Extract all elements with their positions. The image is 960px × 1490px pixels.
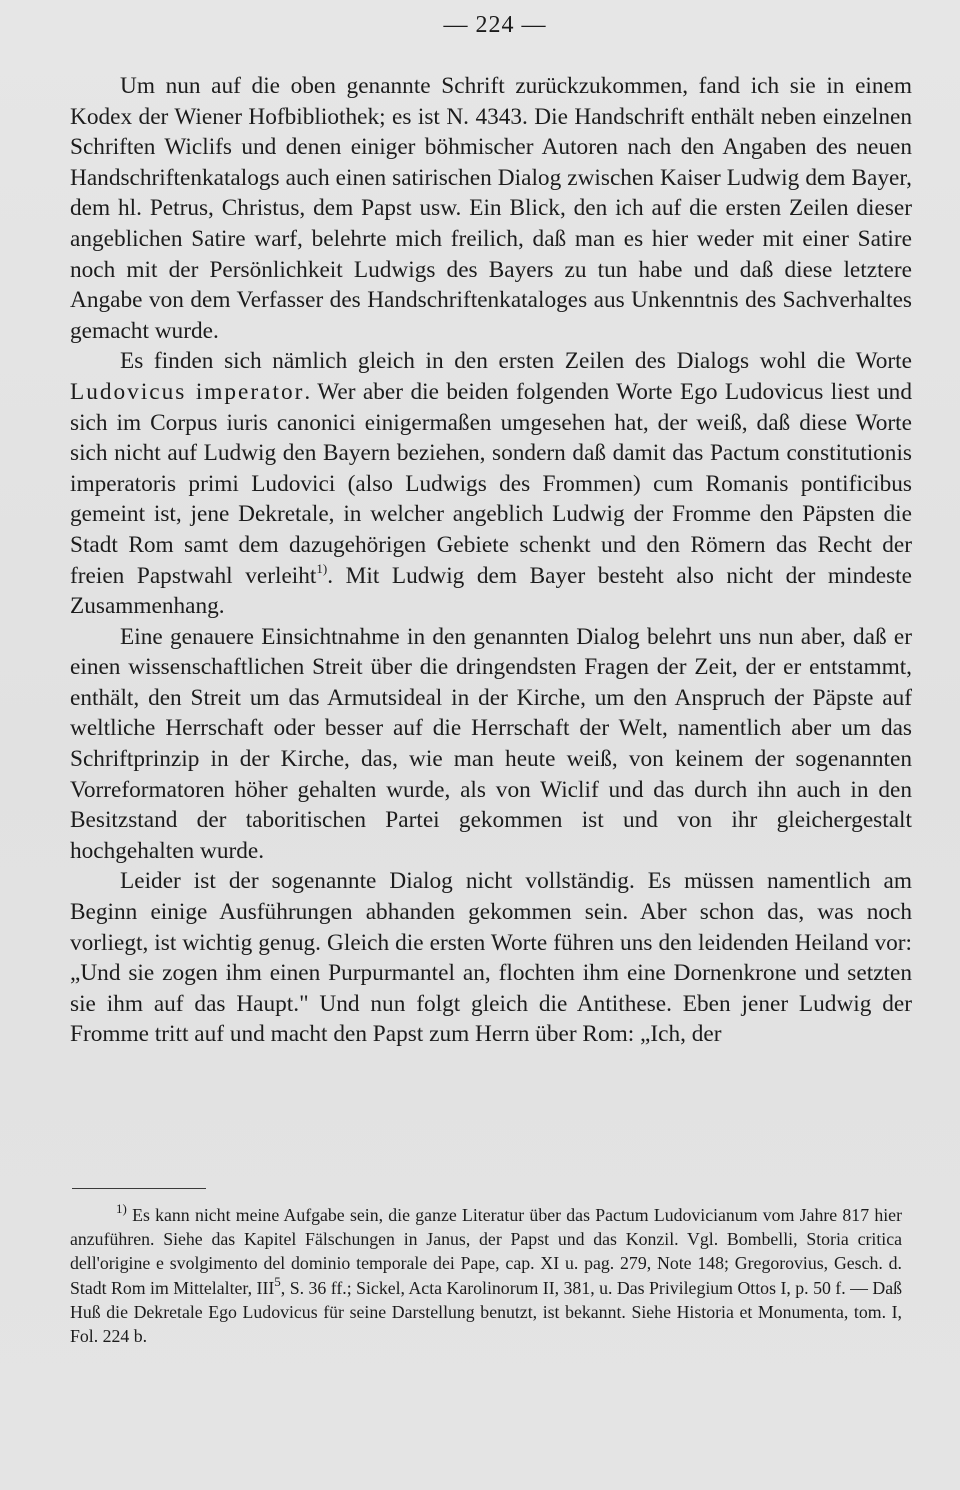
footnote — [70, 1203, 902, 1348]
footnote-text: Es kann nicht meine Aufgabe sein, die ganze Literatur über das Pactum Ludovicianum vom Jahre 817 hier anzuführen. Siehe das Kapitel Fälschungen in Janus, der Papst und das Konzil. Vgl. Bombelli, Storia critica dell'origine e svolgimento del dominio temporale dei Pape, cap. XI u. pag. 279, Note 148; Gregorovius, Gesch. d. Stadt Rom im Mittelalter, III — [70, 1205, 902, 1298]
paragraph-2 — [70, 346, 912, 621]
main-text — [70, 71, 912, 1050]
footnote-reference: 1) — [316, 560, 328, 576]
paragraph-text: Es finden sich nämlich gleich in den ersten Zeilen des Dialogs wohl die Worte — [120, 348, 912, 375]
paragraph-text: . Mit Ludwig dem Bayer besteht also nicht der mindeste Zusammenhang. — [70, 562, 912, 620]
footnote-superscript: 5 — [274, 1273, 281, 1289]
paragraph-3 — [70, 622, 912, 867]
paragraph-text: Eine genauere Einsichtnahme in den genannten Dialog belehrt uns nun aber, daß er einen wissenschaftlichen Streit über die dringendsten Fragen der Zeit, der er entstammt, enthält, den Streit um das Armutsideal in der Kirche, um den Anspruch der Päpste auf weltliche Herrschaft oder besser auf die Herrschaft der Welt, namentlich aber um das Schriftprinzip in der Kirche, das, wie man heute weiß, von keinem der sogenannten Vorreformatoren höher gehalten wurde, als von Wiclif und das durch ihn auch in den Besitzstand der taboritischen Partei gekommen ist und von ihr gleichergestalt hochgehalten wurde. — [70, 623, 912, 864]
footnote-marker: 1) — [116, 1201, 127, 1217]
spaced-emphasis-text: Ludovicus imperator — [70, 378, 305, 405]
paragraph-text: Leider ist der sogenannte Dialog nicht vollständig. Es müssen namentlich am Beginn einige Ausführungen abhanden gekommen sein. Aber schon das, was noch vorliegt, ist wichtig genug. Gleich die ersten Worte führen uns den leidenden Heiland vor: „Und sie zogen ihm einen Purpurmantel an, flochten ihm eine Dornenkrone und setzten sie ihm auf das Haupt." Und nun folgt gleich die Antithese. Eben jener Ludwig der Fromme tritt auf und macht den Papst zum Herrn über Rom: „Ich, der — [70, 868, 912, 1048]
paragraph-text: Um nun auf die oben genannte Schrift zurückzukommen, fand ich sie in einem Kodex der Wiener Hofbibliothek; es ist N. 4343. Die Handschrift enthält neben einzelnen Schriften Wiclifs und denen einiger böhmischer Autoren nach den Angaben des neuen Handschriftenkatalogs auch einen satirischen Dialog zwischen Kaiser Ludwig dem Bayer, dem hl. Petrus, Christus, dem Papst usw. Ein Blick, den ich auf die ersten Zeilen dieser angeblichen Satire warf, belehrte mich freilich, daß man es hier weder mit einer Satire noch mit der Persönlichkeit Ludwigs des Bayers zu tun habe und daß diese letztere Angabe von dem Verfasser des Handschriftenkataloges aus Unkenntnis des Sachverhaltes gemacht wurde. — [70, 73, 912, 344]
footnote-text-continued: , S. 36 ff.; Sickel, Acta Karolinorum II, 381, u. Das Privilegium Ottos I, p. 50 f. — Daß Huß die Dekretale Ego Ludovicus für seine Darstellung benutzt, ist bekannt. Siehe Historia et Monumenta, tom. I, Fol. 224 b. — [70, 1277, 902, 1347]
paragraph-text: . Wer aber die beiden folgenden Worte Ego Ludovicus liest und sich im Corpus iuris canonici einigermaßen umgesehen hat, der weiß, daß diese Worte sich nicht auf Ludwig den Bayern beziehen, sondern daß damit das Pactum constitutionis imperatoris primi Ludovici (also Ludwigs des Frommen) cum Romanis pontificibus gemeint ist, jene Dekretale, in welcher angeblich Ludwig der Fromme den Päpsten die Stadt Rom samt dem dazugehörigen Gebiete schenkt und den Römern das Recht der freien Papstwahl verleiht — [70, 378, 912, 589]
page-number: — 224 — — [443, 12, 547, 38]
footnote-divider — [72, 1188, 206, 1189]
paragraph-4 — [70, 866, 912, 1050]
paragraph-1 — [70, 71, 912, 346]
